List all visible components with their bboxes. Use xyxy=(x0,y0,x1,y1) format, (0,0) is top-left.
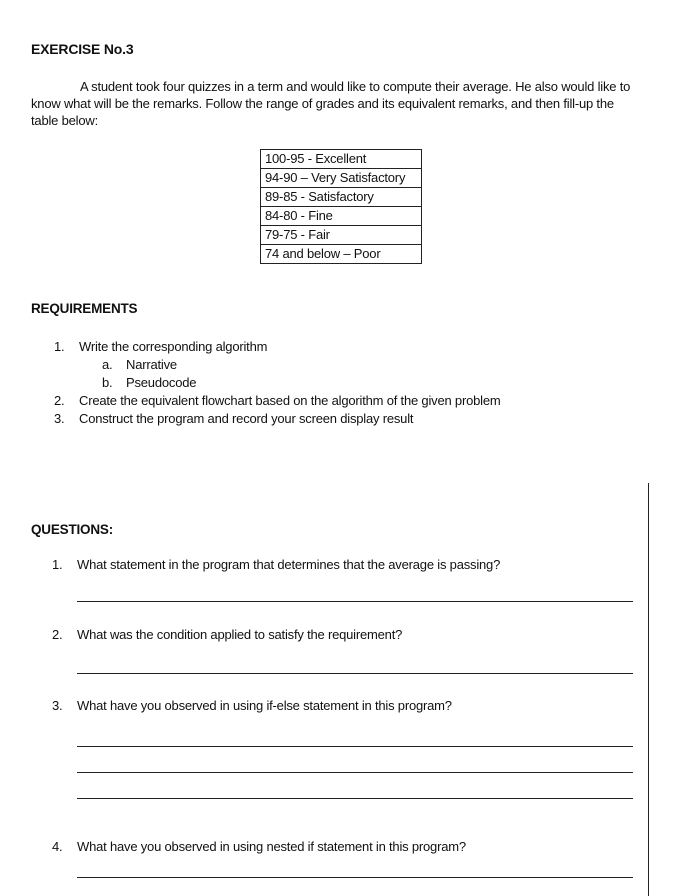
list-item xyxy=(54,410,500,428)
answer-line[interactable] xyxy=(77,877,633,878)
grade-range-cell: 84-80 - Fine xyxy=(261,207,422,226)
table-row xyxy=(261,188,422,207)
question-text: What statement in the program that determines that the average is passing? xyxy=(77,557,501,572)
item-text: Pseudocode xyxy=(126,375,197,390)
questions-heading: QUESTIONS: xyxy=(31,522,114,537)
table-row xyxy=(261,207,422,226)
answer-line[interactable] xyxy=(77,798,633,799)
question-text: What was the condition applied to satisfy the requirement? xyxy=(77,627,403,642)
list-item xyxy=(54,374,500,392)
question-item xyxy=(52,698,452,713)
list-item xyxy=(54,338,500,356)
question-text: What have you observed in using nested if statement in this program? xyxy=(77,839,466,854)
question-item xyxy=(52,627,402,642)
list-item xyxy=(54,392,500,410)
answer-line[interactable] xyxy=(77,746,633,747)
intro-text: A student took four quizzes in a term and would like to compute their average. He also would like to know what will be the remarks. Follow the range of grades and its equivalent remarks, and then fill-up the table below: xyxy=(31,79,631,128)
vertical-divider xyxy=(648,483,649,896)
grade-range-cell: 94-90 – Very Satisfactory xyxy=(261,169,422,188)
item-number: b. xyxy=(102,375,113,390)
exercise-title: EXERCISE No.3 xyxy=(31,41,134,57)
answer-line[interactable] xyxy=(77,673,633,674)
item-number: 2. xyxy=(54,393,65,408)
item-text: Narrative xyxy=(126,357,177,372)
answer-line[interactable] xyxy=(77,772,633,773)
item-text: Construct the program and record your screen display result xyxy=(79,411,414,426)
table-row xyxy=(261,226,422,245)
requirements-heading: REQUIREMENTS xyxy=(31,301,138,316)
question-number: 3. xyxy=(52,698,63,713)
item-text: Write the corresponding algorithm xyxy=(79,339,268,354)
question-number: 4. xyxy=(52,839,63,854)
requirements-list xyxy=(54,338,500,428)
item-text: Create the equivalent flowchart based on the algorithm of the given problem xyxy=(79,393,501,408)
list-item xyxy=(54,356,500,374)
question-number: 1. xyxy=(52,557,63,572)
item-number: 1. xyxy=(54,339,65,354)
grade-range-cell: 89-85 - Satisfactory xyxy=(261,188,422,207)
question-item xyxy=(52,839,466,854)
answer-line[interactable] xyxy=(77,601,633,602)
item-number: 3. xyxy=(54,411,65,426)
table-row xyxy=(261,169,422,188)
table-row xyxy=(261,245,422,264)
grade-range-table xyxy=(260,149,422,264)
table-row xyxy=(261,150,422,169)
intro-paragraph xyxy=(31,78,643,129)
question-item xyxy=(52,557,500,572)
grade-range-cell: 79-75 - Fair xyxy=(261,226,422,245)
question-number: 2. xyxy=(52,627,63,642)
grade-range-cell: 100-95 - Excellent xyxy=(261,150,422,169)
grade-range-cell: 74 and below – Poor xyxy=(261,245,422,264)
question-text: What have you observed in using if-else statement in this program? xyxy=(77,698,452,713)
item-number: a. xyxy=(102,357,113,372)
